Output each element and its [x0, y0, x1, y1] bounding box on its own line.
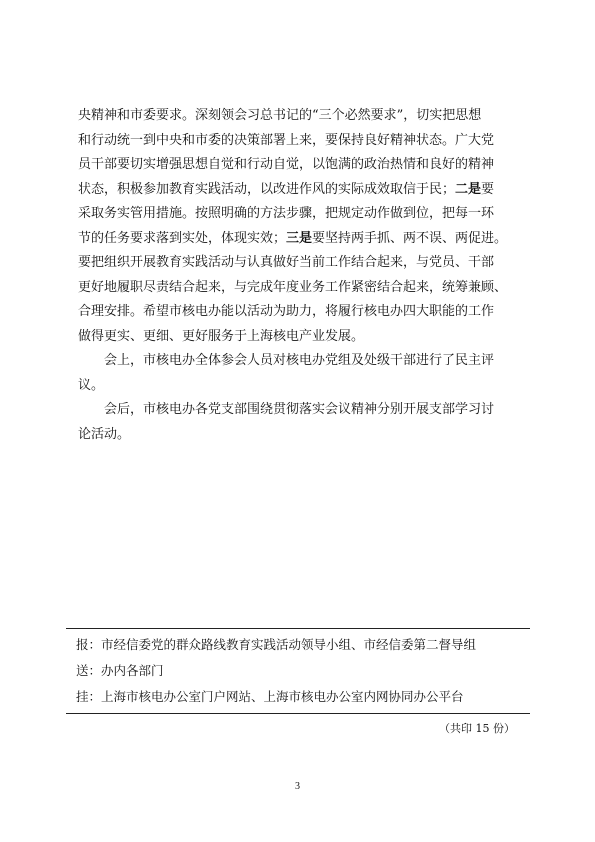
text-line: 央精神和市委要求。深刻领会习总书记的“三个必然要求”，切实把思想 [78, 108, 482, 123]
text-line: 要把组织开展教育实践活动与认真做好当前工作结合起来，与党员、干部 [78, 255, 495, 270]
distribution-bottom-rule [66, 713, 530, 714]
body-text [78, 104, 518, 447]
paragraph-3 [78, 398, 518, 447]
text-line: 做得更实、更细、更好服务于上海核电产业发展。 [78, 328, 365, 344]
text-line: 员干部要切实增强思想自觉和行动自觉，以饱满的政治热情和良好的精神 [78, 157, 495, 172]
text-line: 和行动统一到中央和市委的决策部署上来，要保持良好精神状态。广大党 [78, 132, 495, 148]
page-number: 3 [295, 781, 300, 792]
text-line: 会后，市核电办各党支部围绕贯彻落实会议精神分别开展支部学习讨 [104, 402, 495, 417]
text-line: 采取务实管用措施。按照明确的方法步骤，把规定动作做到位，把每一环 [78, 206, 495, 221]
text-line: 合理安排。希望市核电办能以活动为助力，将履行核电办四大职能的工作 [78, 304, 495, 319]
text-line [78, 227, 518, 252]
text-segment: 状态，积极参加教育实践活动，以改进作风的实际成效取信于民； [78, 181, 456, 197]
point-two-label: 二是 [455, 181, 482, 197]
text-line: 议。 [78, 377, 105, 393]
text-line: 更好地履职尽责结合起来，与完成年度业务工作紧密结合起来，统筹兼顾、 [78, 279, 508, 295]
point-three-label: 三是 [286, 230, 313, 246]
text-line [78, 178, 518, 203]
text-line: 会上，市核电办全体参会人员对核电办党组及处级干部进行了民主评 [104, 353, 495, 368]
distribution-top-rule [66, 628, 530, 629]
text-segment: 要坚持两手抓、两不误、两促进。 [312, 230, 508, 246]
text-line: 论活动。 [78, 426, 131, 442]
text-segment: 要 [481, 181, 495, 197]
copies-count: （共印 15 份） [439, 722, 515, 735]
publish-to-line: 挂：上海市核电办公室门户网站、上海市核电办公室内网协同办公平台 [76, 689, 464, 704]
paragraph-2 [78, 349, 518, 398]
report-to-line: 报：市经信委党的群众路线教育实践活动领导小组、市经信委第二督导组 [76, 637, 477, 652]
send-to-line: 送：办内各部门 [76, 663, 164, 678]
text-segment: 节的任务要求落到实处，体现实效； [78, 230, 287, 246]
paragraph-1 [78, 104, 518, 349]
